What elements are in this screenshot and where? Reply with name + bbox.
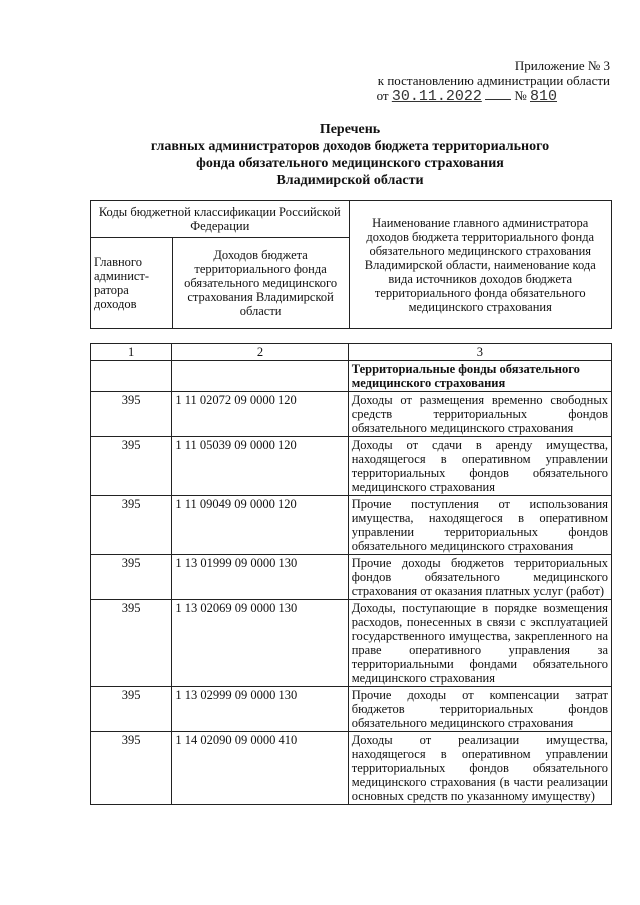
table-row	[91, 555, 612, 600]
appendix-date-line	[377, 88, 610, 104]
table-row	[91, 392, 612, 437]
revenue-code: 1 11 02072 09 0000 120	[172, 392, 348, 437]
revenue-name: Прочие поступления от использования имущества, находящегося в оперативном управлении территориальных фондов обязательного медицинского страхования	[348, 496, 611, 555]
revenue-name: Доходы от сдачи в аренду имущества, находящегося в оперативном управлении территориальных фондов обязательного медицинского страхования	[348, 437, 611, 496]
revenue-code: 1 11 05039 09 0000 120	[172, 437, 348, 496]
number-prefix: №	[514, 88, 527, 103]
codes-group-header: Коды бюджетной классификации Российской Федерации	[91, 201, 350, 238]
table-row	[91, 437, 612, 496]
title-line-1: Перечень	[319, 122, 381, 137]
header-table	[90, 200, 612, 329]
revenue-code: 1 13 02069 09 0000 130	[172, 600, 348, 687]
admin-code: 395	[91, 437, 172, 496]
revenue-code: 1 11 09049 09 0000 120	[172, 496, 348, 555]
table-row	[91, 687, 612, 732]
revenue-name: Прочие доходы бюджетов территориальных фондов обязательного медицинского страхования от оказания платных услуг (работ)	[348, 555, 611, 600]
column-number-3: 3	[348, 344, 611, 361]
revenue-code: 1 13 01999 09 0000 130	[172, 555, 348, 600]
revenue-name: Прочие доходы от компенсации затрат бюджетов территориальных фондов обязательного медицинского страхования	[348, 687, 611, 732]
date-prefix: от	[376, 88, 389, 103]
table-row	[91, 732, 612, 805]
admin-code: 395	[91, 600, 172, 687]
revenue-name: Доходы от размещения временно свободных средств территориальных фондов обязательного медицинского страхования	[348, 392, 611, 437]
name-column-header: Наименование главного администратора доходов бюджета территориального фонда обязательного медицинского страхования Владимирской области, наименование кода вида источников доходов бюджета территориального фонда обязательного медицинского страхования	[349, 201, 611, 329]
title-line-2: главных администраторов доходов бюджета территориального	[150, 139, 550, 154]
column-number-1: 1	[91, 344, 172, 361]
admin-code: 395	[91, 555, 172, 600]
table-row	[91, 600, 612, 687]
resolution-date: 30.11.2022	[391, 88, 482, 105]
appendix-block	[377, 58, 610, 104]
admin-column-header: Главного админист-ратора доходов	[91, 238, 173, 329]
revenue-table	[90, 343, 612, 805]
admin-code: 395	[91, 496, 172, 555]
section-title: Территориальные фонды обязательного медицинского страхования	[348, 361, 611, 392]
title-line-4: Владимирской области	[276, 173, 424, 188]
revenue-code: 1 14 02090 09 0000 410	[172, 732, 348, 805]
revenue-code: 1 13 02999 09 0000 130	[172, 687, 348, 732]
section-row	[91, 361, 612, 392]
table-row	[91, 496, 612, 555]
admin-code: 395	[91, 732, 172, 805]
admin-code: 395	[91, 687, 172, 732]
revenue-name: Доходы, поступающие в порядке возмещения расходов, понесенных в связи с эксплуатацией государственного имущества, закрепленного на праве оперативного управления за территориальными фондами обязательного медицинского страхования	[348, 600, 611, 687]
document-title	[90, 121, 610, 189]
column-number-2: 2	[172, 344, 348, 361]
appendix-title: Приложение № 3	[514, 58, 610, 73]
revenue-name: Доходы от реализации имущества, находящегося в оперативном управлении территориальных фондов обязательного медицинского страхования (в части реализации основных средств по указанному имуществу)	[348, 732, 611, 805]
revenue-column-header: Доходов бюджета территориального фонда обязательного медицинского страхования Владимирской области	[172, 238, 349, 329]
admin-code: 395	[91, 392, 172, 437]
appendix-resolution: к постановлению администрации области	[377, 73, 610, 88]
resolution-number: 810	[530, 88, 558, 105]
title-line-3: фонда обязательного медицинского страхования	[196, 156, 504, 171]
